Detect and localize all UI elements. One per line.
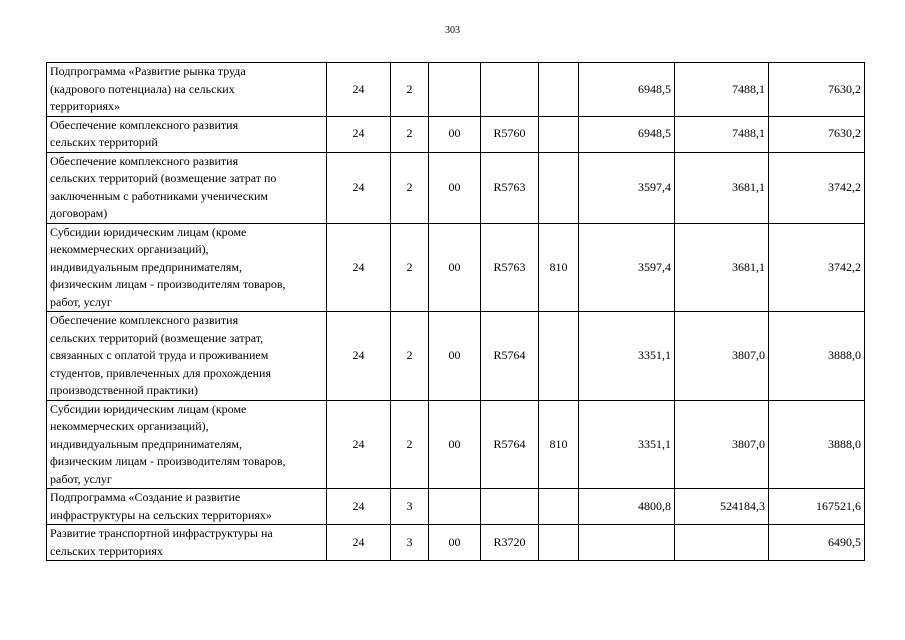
amount-year-1: 3597,4 (579, 152, 675, 223)
subsection-code: 00 (429, 223, 481, 312)
amount-year-3: 3888,0 (769, 400, 865, 489)
target-article-code: R5763 (481, 223, 539, 312)
target-article-code: R5764 (481, 312, 539, 401)
section-code: 3 (391, 525, 429, 561)
row-name: Субсидии юридическим лицам (кроме некоммерческих организаций), индивидуальным предпринимателям, физическим лицам - производителям товаров, работ, услуг (47, 400, 327, 489)
expense-type-code (539, 525, 579, 561)
budget-table (46, 62, 865, 561)
amount-year-2: 3681,1 (675, 223, 769, 312)
expense-type-code (539, 152, 579, 223)
row-name: Развитие транспортной инфраструктуры на сельских территориях (47, 525, 327, 561)
subsection-code: 00 (429, 312, 481, 401)
target-article-code: R5760 (481, 116, 539, 152)
ministry-code: 24 (327, 63, 391, 117)
expense-type-code: 810 (539, 223, 579, 312)
expense-type-code: 810 (539, 400, 579, 489)
subsection-code: 00 (429, 116, 481, 152)
target-article-code (481, 489, 539, 525)
row-name: Обеспечение комплексного развития сельских территорий (возмещение затрат, связанных с оплатой труда и проживанием студентов, привлеченных для прохождения производственной практики) (47, 312, 327, 401)
amount-year-2: 7488,1 (675, 63, 769, 117)
ministry-code: 24 (327, 525, 391, 561)
amount-year-3: 7630,2 (769, 116, 865, 152)
amount-year-3: 167521,6 (769, 489, 865, 525)
page-number: 303 (445, 25, 460, 36)
ministry-code: 24 (327, 223, 391, 312)
amount-year-3: 3742,2 (769, 223, 865, 312)
table-row (47, 63, 865, 117)
section-code: 2 (391, 312, 429, 401)
section-code: 2 (391, 116, 429, 152)
amount-year-3: 3742,2 (769, 152, 865, 223)
row-name: Обеспечение комплексного развития сельских территорий (47, 116, 327, 152)
section-code: 2 (391, 223, 429, 312)
amount-year-3: 7630,2 (769, 63, 865, 117)
ministry-code: 24 (327, 312, 391, 401)
amount-year-2: 3681,1 (675, 152, 769, 223)
amount-year-2: 3807,0 (675, 400, 769, 489)
target-article-code (481, 63, 539, 117)
subsection-code: 00 (429, 525, 481, 561)
amount-year-1: 3351,1 (579, 400, 675, 489)
amount-year-2 (675, 525, 769, 561)
table-row (47, 152, 865, 223)
table-row (47, 525, 865, 561)
section-code: 2 (391, 63, 429, 117)
expense-type-code (539, 312, 579, 401)
amount-year-1: 6948,5 (579, 63, 675, 117)
subsection-code (429, 63, 481, 117)
section-code: 2 (391, 400, 429, 489)
table-row (47, 400, 865, 489)
expense-type-code (539, 63, 579, 117)
target-article-code: R3720 (481, 525, 539, 561)
ministry-code: 24 (327, 152, 391, 223)
amount-year-1: 3351,1 (579, 312, 675, 401)
target-article-code: R5764 (481, 400, 539, 489)
section-code: 3 (391, 489, 429, 525)
table-row (47, 116, 865, 152)
amount-year-2: 7488,1 (675, 116, 769, 152)
amount-year-2: 3807,0 (675, 312, 769, 401)
amount-year-1: 6948,5 (579, 116, 675, 152)
table-row (47, 489, 865, 525)
subsection-code: 00 (429, 152, 481, 223)
subsection-code: 00 (429, 400, 481, 489)
expense-type-code (539, 116, 579, 152)
ministry-code: 24 (327, 116, 391, 152)
amount-year-1: 3597,4 (579, 223, 675, 312)
target-article-code: R5763 (481, 152, 539, 223)
amount-year-1 (579, 525, 675, 561)
amount-year-3: 3888,0 (769, 312, 865, 401)
row-name: Подпрограмма «Развитие рынка труда (кадрового потенциала) на сельских территориях» (47, 63, 327, 117)
row-name: Обеспечение комплексного развития сельских территорий (возмещение затрат по заключенным с работниками ученическим договорам) (47, 152, 327, 223)
table-row (47, 312, 865, 401)
expense-type-code (539, 489, 579, 525)
subsection-code (429, 489, 481, 525)
row-name: Подпрограмма «Создание и развитие инфраструктуры на сельских территориях» (47, 489, 327, 525)
ministry-code: 24 (327, 489, 391, 525)
row-name: Субсидии юридическим лицам (кроме некоммерческих организаций), индивидуальным предпринимателям, физическим лицам - производителям товаров, работ, услуг (47, 223, 327, 312)
amount-year-3: 6490,5 (769, 525, 865, 561)
amount-year-1: 4800,8 (579, 489, 675, 525)
ministry-code: 24 (327, 400, 391, 489)
table-row (47, 223, 865, 312)
section-code: 2 (391, 152, 429, 223)
amount-year-2: 524184,3 (675, 489, 769, 525)
